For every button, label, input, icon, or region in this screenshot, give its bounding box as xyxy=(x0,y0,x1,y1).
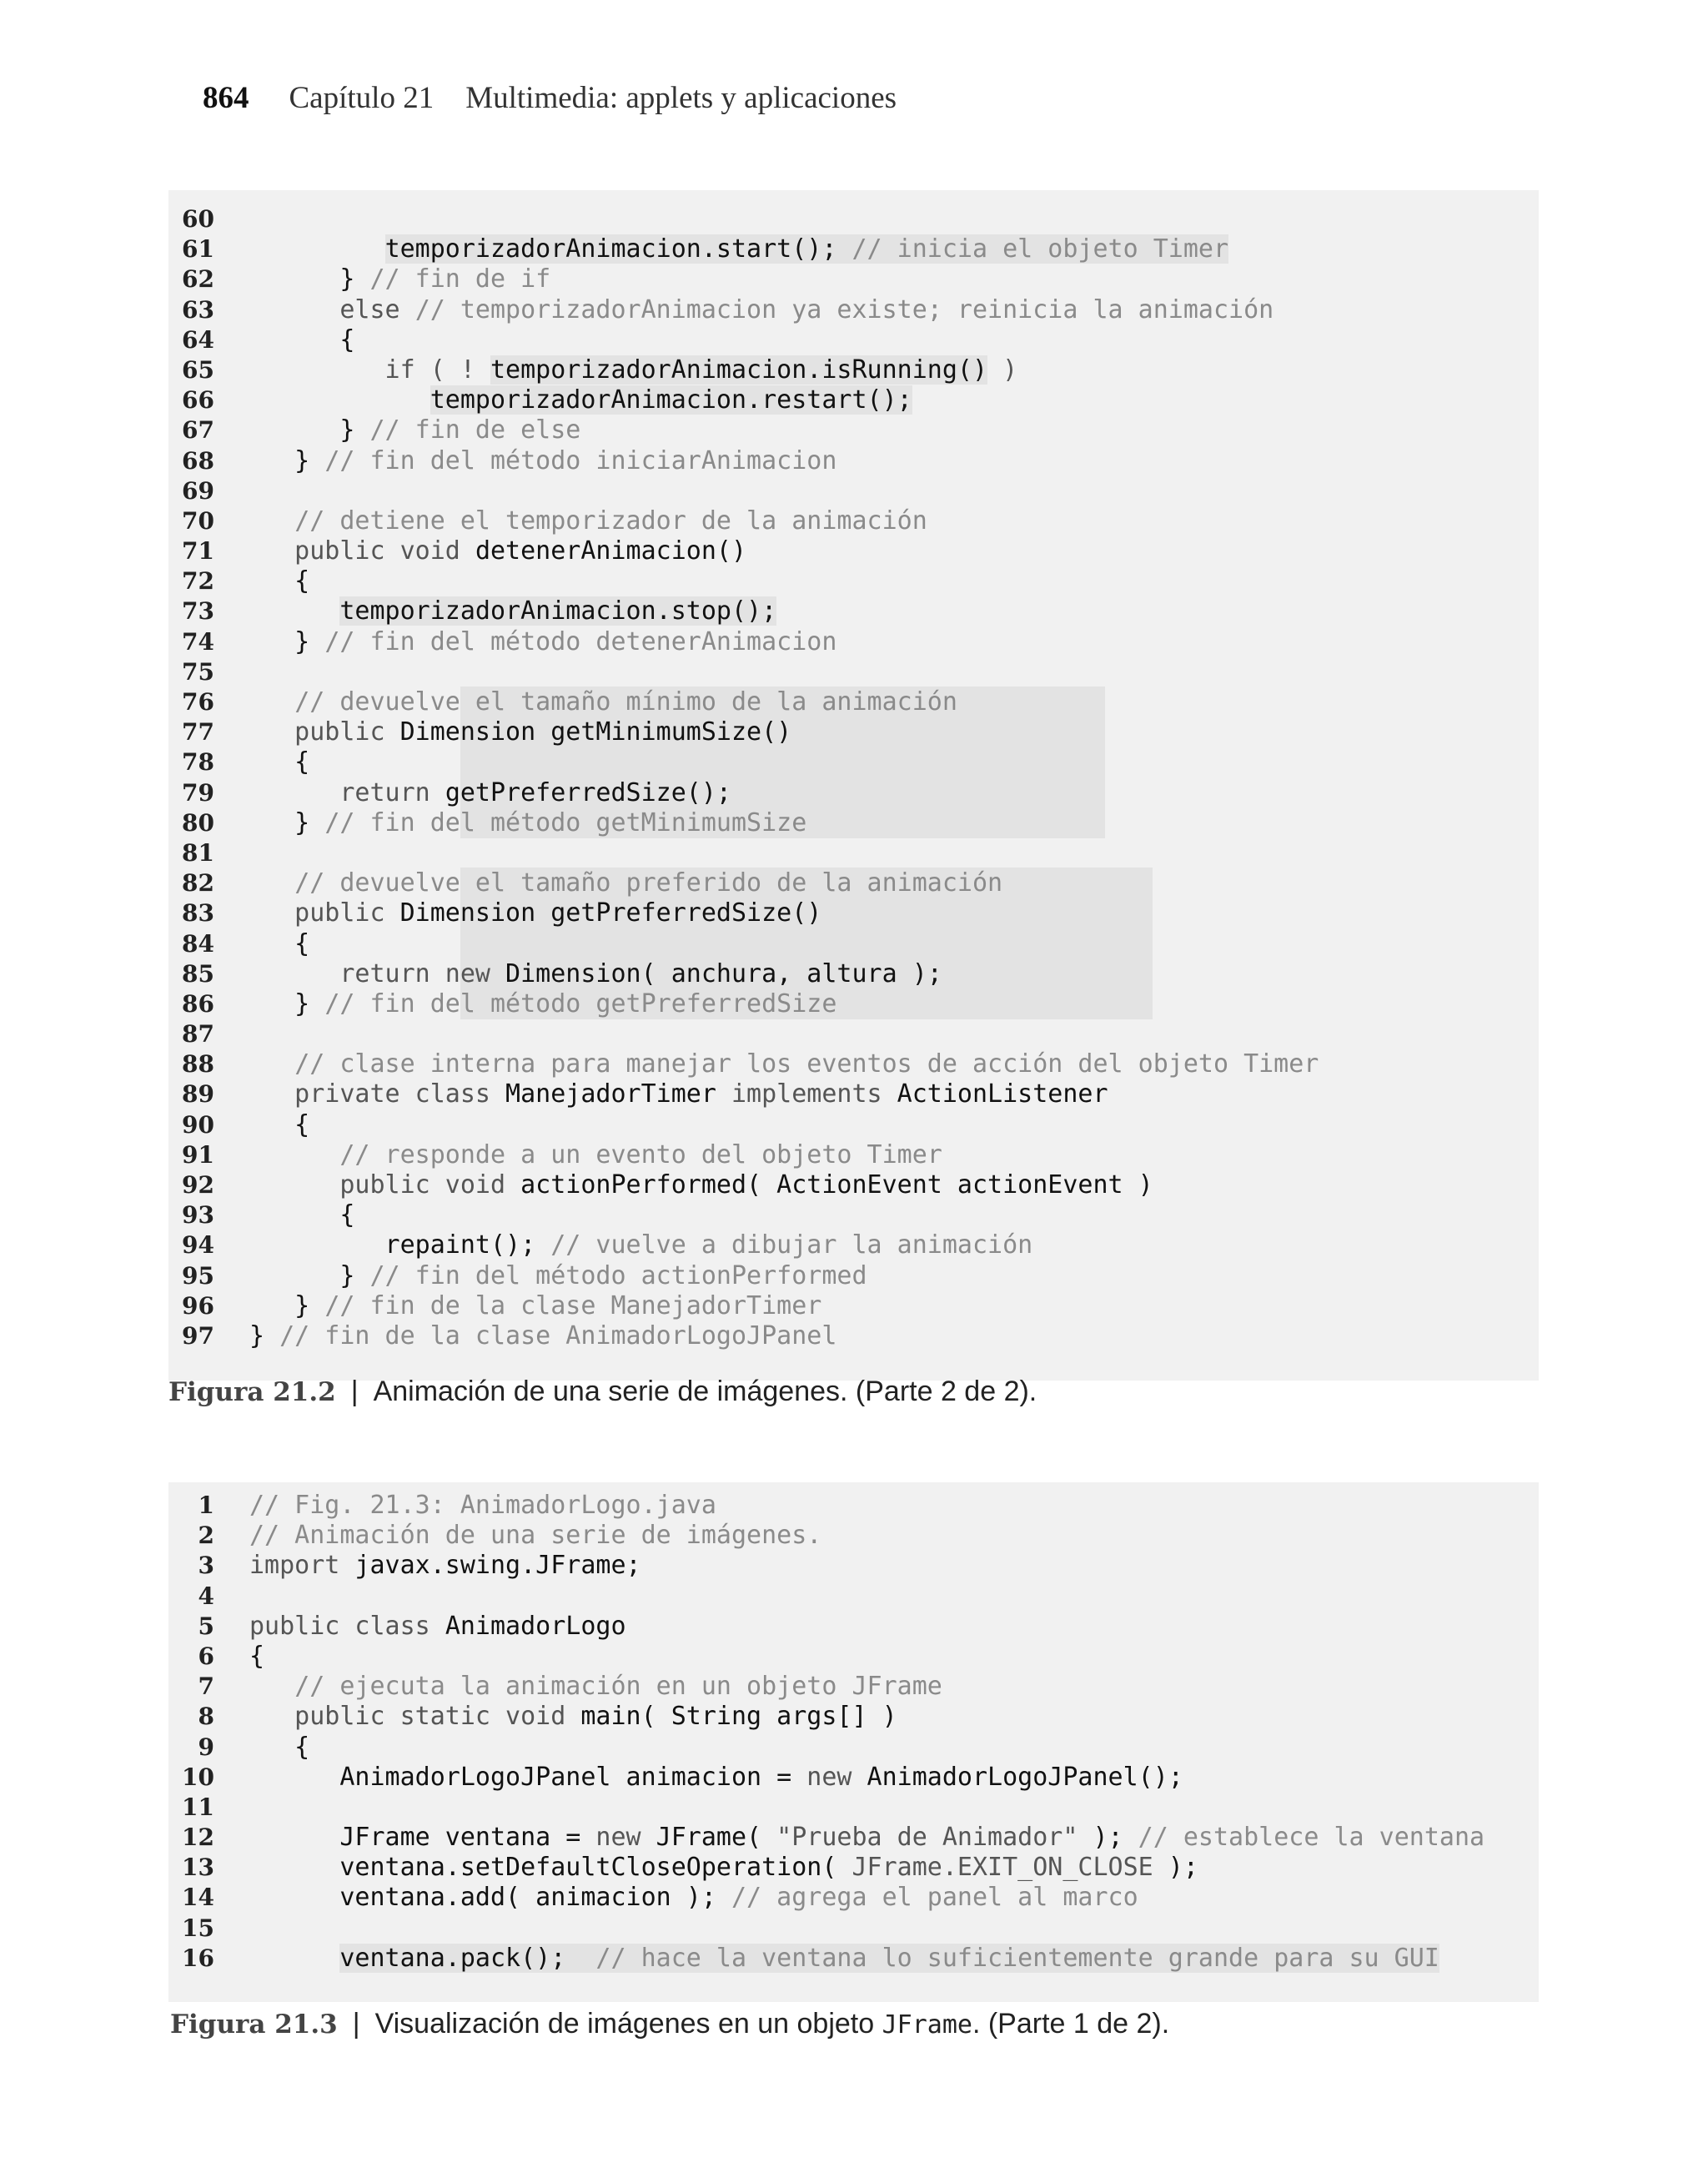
code-line xyxy=(168,355,1539,385)
code-token: temporizadorAnimacion.isRunning() xyxy=(490,355,988,385)
line-number: 87 xyxy=(182,1020,214,1049)
code-line xyxy=(168,1612,1539,1642)
code-token: ) xyxy=(987,355,1018,385)
code-token: AnimadorLogoJPanel(); xyxy=(867,1762,1183,1792)
code-token xyxy=(249,1944,339,1973)
code-line xyxy=(168,1170,1539,1200)
code-token: } xyxy=(249,1320,280,1351)
code-line xyxy=(168,1291,1539,1321)
code-token: new xyxy=(806,1762,867,1792)
line-code xyxy=(249,1230,1032,1260)
code-line xyxy=(168,1853,1539,1883)
code-line xyxy=(168,1230,1539,1260)
code-token: { xyxy=(249,928,310,958)
line-code xyxy=(249,566,309,596)
code-line xyxy=(168,1140,1539,1170)
code-token: else xyxy=(249,294,415,324)
line-number: 93 xyxy=(182,1201,214,1230)
code-line xyxy=(168,596,1539,626)
code-line xyxy=(168,536,1539,566)
code-token: } xyxy=(249,626,325,656)
code-line xyxy=(168,1733,1539,1763)
code-line xyxy=(168,566,1539,596)
line-number: 61 xyxy=(182,235,214,264)
line-code xyxy=(249,536,746,566)
code-token: temporizadorAnimacion.restart(); xyxy=(430,385,912,415)
code-token: ManejadorTimer xyxy=(505,1079,731,1109)
code-token: // temporizadorAnimacion ya existe; reinicia la animación xyxy=(414,294,1274,324)
line-code xyxy=(249,596,776,626)
code-token xyxy=(249,506,294,536)
code-token: } xyxy=(249,807,325,837)
code-token: ActionListener xyxy=(897,1079,1108,1109)
code-token: // fin de la clase ManejadorTimer xyxy=(324,1290,822,1320)
code-token xyxy=(249,687,294,717)
line-code xyxy=(249,1110,309,1140)
line-code xyxy=(249,868,1002,898)
code-token: new xyxy=(595,1823,656,1853)
code-line xyxy=(168,1049,1539,1079)
line-number: 80 xyxy=(182,808,214,837)
line-code xyxy=(249,1823,1484,1853)
line-number: 67 xyxy=(182,416,214,445)
line-number: 5 xyxy=(198,1612,214,1640)
line-number: 8 xyxy=(198,1703,214,1731)
code-line xyxy=(168,778,1539,808)
code-token: import xyxy=(249,1551,355,1581)
line-code xyxy=(249,234,1228,264)
code-token: actionPerformed( ActionEvent actionEvent ) xyxy=(520,1170,1153,1200)
code-token: // vuelve a dibujar la animación xyxy=(550,1230,1033,1260)
code-token: // clase interna para manejar los eventos de acción del objeto Timer xyxy=(294,1049,1319,1079)
line-number: 88 xyxy=(182,1050,214,1079)
code-line xyxy=(168,1944,1539,1974)
line-number: 62 xyxy=(182,265,214,294)
line-code xyxy=(249,1642,264,1672)
code-token xyxy=(249,1049,294,1079)
code-line xyxy=(168,1321,1539,1351)
code-token: { xyxy=(249,1109,310,1139)
code-line xyxy=(168,717,1539,747)
code-token: public void xyxy=(249,536,475,566)
line-number: 96 xyxy=(182,1291,214,1320)
code-token: // Animación de una serie de imágenes. xyxy=(249,1521,822,1551)
code-token: if ( ! xyxy=(249,355,490,385)
line-code xyxy=(249,1551,641,1581)
caption-separator: | xyxy=(350,1376,359,1407)
code-line xyxy=(168,1551,1539,1581)
line-number: 91 xyxy=(182,1140,214,1169)
line-number: 64 xyxy=(182,325,214,354)
code-token: // inicia el objeto Timer xyxy=(851,234,1229,264)
caption-separator: | xyxy=(352,2008,360,2040)
code-token: Dimension( anchura, altura ); xyxy=(505,958,942,988)
code-token: temporizadorAnimacion.stop(); xyxy=(339,596,777,626)
code-token: } xyxy=(249,988,325,1019)
code-token: ); xyxy=(1153,1853,1198,1883)
line-number: 79 xyxy=(182,778,214,807)
line-number: 12 xyxy=(182,1823,214,1852)
code-line xyxy=(168,1019,1539,1049)
caption-text: Animación de una serie de imágenes. (Parte 2 de 2). xyxy=(373,1376,1037,1407)
code-line xyxy=(168,838,1539,868)
code-token: detenerAnimacion() xyxy=(475,536,747,566)
code-token: // fin del método actionPerformed xyxy=(369,1260,867,1290)
line-number: 66 xyxy=(182,386,214,415)
line-code xyxy=(249,717,791,747)
line-number: 14 xyxy=(182,1884,214,1912)
code-token: } xyxy=(249,415,370,445)
code-token: { xyxy=(249,1200,355,1230)
code-line xyxy=(168,1261,1539,1291)
code-token: // detiene el temporizador de la animación xyxy=(294,506,927,536)
code-line xyxy=(168,476,1539,506)
line-code xyxy=(249,1853,1198,1883)
code-token: return new xyxy=(249,958,506,988)
line-code xyxy=(249,1170,1153,1200)
code-line xyxy=(168,295,1539,325)
caption-text-end: . (Parte 1 de 2). xyxy=(972,2008,1170,2040)
code-token: JFrame.EXIT_ON_CLOSE xyxy=(851,1853,1153,1883)
code-line xyxy=(168,959,1539,989)
line-number: 65 xyxy=(182,355,214,384)
line-code xyxy=(249,264,550,294)
code-token xyxy=(836,234,851,264)
code-line xyxy=(168,1491,1539,1521)
line-code xyxy=(249,1140,942,1170)
line-code xyxy=(249,506,927,536)
code-line xyxy=(168,1672,1539,1702)
code-token: // fin de if xyxy=(369,264,551,294)
line-code xyxy=(249,1491,716,1521)
code-token: public xyxy=(249,717,400,747)
line-number: 6 xyxy=(198,1642,214,1670)
code-token: { xyxy=(249,566,310,596)
line-code xyxy=(249,1521,821,1551)
code-listing-fig-21-3 xyxy=(168,1482,1539,2002)
code-token: // ejecuta la animación en un objeto JFrame xyxy=(294,1672,942,1702)
code-line xyxy=(168,1883,1539,1913)
code-token: // fin del método getPreferredSize xyxy=(324,988,837,1019)
code-token: ); xyxy=(1078,1823,1138,1853)
code-token: main( String args[] ) xyxy=(580,1702,897,1732)
line-number: 81 xyxy=(182,838,214,867)
code-line xyxy=(168,204,1539,234)
line-number: 1 xyxy=(198,1491,214,1519)
code-token: AnimadorLogoJPanel animacion = xyxy=(249,1762,807,1792)
line-number: 10 xyxy=(182,1763,214,1791)
code-token: // establece la ventana xyxy=(1138,1823,1485,1853)
figure-label: Figura 21.3 xyxy=(170,2009,338,2040)
chapter-title: Multimedia: applets y aplicaciones xyxy=(465,81,897,115)
code-token: // devuelve el tamaño preferido de la animación xyxy=(294,868,1003,898)
code-token: public class xyxy=(249,1611,445,1641)
line-number: 89 xyxy=(182,1080,214,1109)
line-number: 97 xyxy=(182,1321,214,1350)
code-line xyxy=(168,1110,1539,1140)
line-code xyxy=(249,1672,942,1702)
line-code xyxy=(249,747,309,777)
code-line xyxy=(168,657,1539,687)
code-line xyxy=(168,1200,1539,1230)
line-number: 71 xyxy=(182,537,214,566)
line-code xyxy=(249,1321,836,1351)
code-token: } xyxy=(249,264,370,294)
code-token: implements xyxy=(731,1079,897,1109)
line-number: 84 xyxy=(182,929,214,958)
line-number: 4 xyxy=(198,1582,214,1610)
code-line xyxy=(168,1521,1539,1551)
code-token: JFrame ventana = xyxy=(249,1823,596,1853)
caption-text: Visualización de imágenes en un objeto xyxy=(374,2008,882,2040)
code-line xyxy=(168,1702,1539,1732)
code-line xyxy=(168,747,1539,777)
code-line xyxy=(168,687,1539,717)
line-code xyxy=(249,446,836,476)
line-number: 70 xyxy=(182,506,214,535)
line-number: 77 xyxy=(182,718,214,747)
line-number: 73 xyxy=(182,597,214,626)
code-token xyxy=(249,1672,294,1701)
code-token xyxy=(249,1140,339,1169)
code-token: JFrame( xyxy=(656,1823,777,1853)
line-code xyxy=(249,929,309,959)
code-token: temporizadorAnimacion.start(); xyxy=(384,234,837,264)
code-token: public static void xyxy=(249,1702,581,1732)
code-line xyxy=(168,1914,1539,1944)
code-lines xyxy=(168,204,1539,1351)
code-token: // Fig. 21.3: AnimadorLogo.java xyxy=(249,1491,716,1520)
code-line xyxy=(168,989,1539,1019)
line-code xyxy=(249,959,942,989)
line-number: 90 xyxy=(182,1110,214,1139)
line-code xyxy=(249,295,1273,325)
code-line xyxy=(168,1582,1539,1612)
page-number: 864 xyxy=(203,81,249,115)
line-number: 69 xyxy=(182,476,214,505)
line-number: 95 xyxy=(182,1261,214,1290)
line-number: 15 xyxy=(182,1914,214,1942)
code-token: // fin del método getMinimumSize xyxy=(324,807,807,837)
code-line xyxy=(168,506,1539,536)
code-token xyxy=(249,596,339,626)
caption-code: JFrame xyxy=(882,2010,972,2040)
code-line xyxy=(168,1793,1539,1823)
line-code xyxy=(249,1049,1319,1079)
line-code xyxy=(249,415,580,445)
code-token: // fin de else xyxy=(369,415,581,445)
line-code xyxy=(249,325,354,355)
code-listing-fig-21-2 xyxy=(168,190,1539,1381)
code-line xyxy=(168,264,1539,294)
code-token: public xyxy=(249,898,400,928)
code-token: public void xyxy=(249,1170,521,1200)
line-code xyxy=(249,1702,897,1732)
line-number: 2 xyxy=(198,1522,214,1550)
code-line xyxy=(168,1823,1539,1853)
code-token: } xyxy=(249,1260,370,1290)
code-token: // devuelve el tamaño mínimo de la animación xyxy=(294,687,957,717)
code-token: // responde a un evento del objeto Timer xyxy=(339,1139,942,1169)
code-token: javax.swing.JFrame; xyxy=(354,1551,641,1581)
line-code xyxy=(249,778,731,808)
code-line xyxy=(168,929,1539,959)
line-number: 76 xyxy=(182,688,214,716)
code-token: } xyxy=(249,445,325,475)
line-number: 68 xyxy=(182,446,214,475)
line-code xyxy=(249,1883,1138,1913)
line-code xyxy=(249,1612,626,1642)
code-token xyxy=(249,234,385,264)
code-line xyxy=(168,898,1539,928)
line-code xyxy=(249,1291,821,1321)
code-line xyxy=(168,234,1539,264)
code-token: { xyxy=(249,747,310,777)
code-token: } xyxy=(249,1290,325,1320)
line-number: 16 xyxy=(182,1944,214,1972)
line-number: 3 xyxy=(198,1552,214,1580)
code-line xyxy=(168,325,1539,355)
chapter-label: Capítulo 21 xyxy=(289,81,435,115)
code-token: // hace la ventana lo suficientemente grande para su GUI xyxy=(595,1943,1439,1973)
code-token: ventana.pack(); xyxy=(339,1943,596,1973)
line-code xyxy=(249,1944,1439,1974)
line-code xyxy=(249,808,806,838)
code-token: Dimension getMinimumSize() xyxy=(399,717,792,747)
code-token: ventana.setDefaultCloseOperation( xyxy=(249,1853,852,1883)
code-line xyxy=(168,1079,1539,1109)
line-code xyxy=(249,355,1017,385)
code-token: // fin de la clase AnimadorLogoJPanel xyxy=(279,1320,837,1351)
line-number: 85 xyxy=(182,959,214,988)
line-number: 13 xyxy=(182,1854,214,1882)
line-number: 72 xyxy=(182,567,214,596)
line-number: 92 xyxy=(182,1171,214,1199)
line-code xyxy=(249,989,836,1019)
code-token: ventana.add( animacion ); xyxy=(249,1883,731,1913)
code-line xyxy=(168,627,1539,657)
line-code xyxy=(249,627,836,657)
code-token: "Prueba de Animador" xyxy=(776,1823,1078,1853)
line-number: 94 xyxy=(182,1231,214,1260)
code-token: // fin del método detenerAnimacion xyxy=(324,626,837,656)
code-line xyxy=(168,446,1539,476)
line-code xyxy=(249,1079,1108,1109)
code-token: { xyxy=(249,1641,265,1671)
code-token: Dimension getPreferredSize() xyxy=(399,898,822,928)
line-code xyxy=(249,1733,309,1763)
line-number: 63 xyxy=(182,295,214,324)
line-code xyxy=(249,1200,354,1230)
line-code xyxy=(249,687,957,717)
line-number: 11 xyxy=(182,1793,214,1821)
running-head xyxy=(203,77,897,120)
code-token: getPreferredSize(); xyxy=(445,777,731,807)
line-number: 74 xyxy=(182,627,214,656)
code-token xyxy=(249,385,430,415)
code-token: { xyxy=(249,324,355,355)
line-number: 60 xyxy=(182,205,214,233)
figure-caption-21-2 xyxy=(168,1372,1037,1411)
code-token: private class xyxy=(249,1079,506,1109)
code-lines xyxy=(168,1491,1539,1974)
code-line xyxy=(168,385,1539,415)
line-number: 83 xyxy=(182,899,214,928)
line-code xyxy=(249,1261,867,1291)
code-token: { xyxy=(249,1732,310,1762)
figure-label: Figura 21.2 xyxy=(168,1377,336,1407)
line-number: 75 xyxy=(182,657,214,686)
line-code xyxy=(249,898,821,928)
code-line xyxy=(168,1763,1539,1793)
code-token: repaint(); xyxy=(249,1230,551,1260)
code-token: return xyxy=(249,777,445,807)
line-number: 9 xyxy=(198,1733,214,1761)
line-number: 7 xyxy=(198,1672,214,1701)
code-token: AnimadorLogo xyxy=(445,1611,626,1641)
figure-caption-21-3 xyxy=(170,2004,1169,2045)
line-number: 86 xyxy=(182,989,214,1018)
line-number: 78 xyxy=(182,748,214,777)
code-line xyxy=(168,415,1539,445)
line-code xyxy=(249,385,912,415)
code-line xyxy=(168,1642,1539,1672)
line-number: 82 xyxy=(182,869,214,898)
code-token xyxy=(249,868,294,898)
code-token: // fin del método iniciarAnimacion xyxy=(324,445,837,475)
code-line xyxy=(168,868,1539,898)
line-code xyxy=(249,1763,1183,1793)
code-token: // agrega el panel al marco xyxy=(731,1883,1138,1913)
code-line xyxy=(168,808,1539,838)
